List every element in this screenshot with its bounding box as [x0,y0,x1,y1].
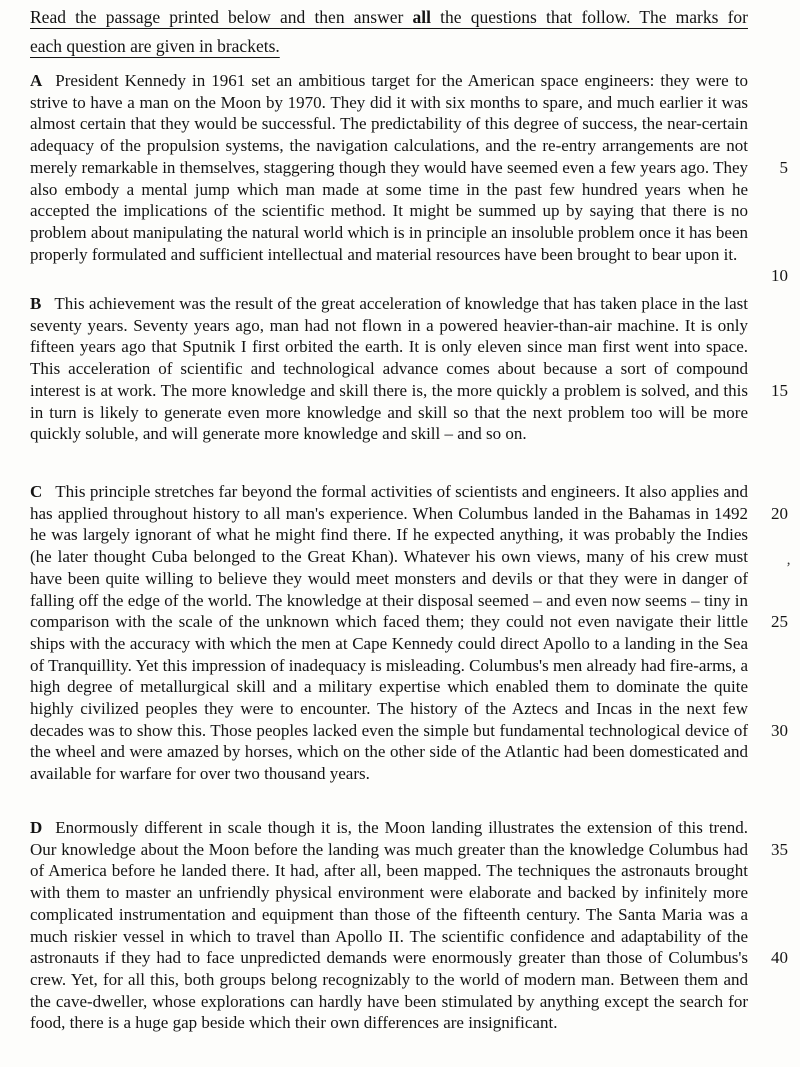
instructions-line2: each question are given in brackets. [30,36,280,56]
margin-line-number-30: 30 [771,721,788,740]
margin-line-number-35: 35 [771,840,788,859]
instructions-bold-word: all [412,7,431,27]
paragraph-label-a: A [30,71,43,90]
passage-paragraph-d [30,817,748,1034]
passage-paragraph-c [30,481,748,785]
instructions-line1-after: the questions that follow. The marks for [431,7,748,27]
instructions-header [30,3,748,61]
margin-line-number-20: 20 [771,504,788,523]
passage-paragraph-a [30,70,748,265]
instructions-line1-before: Read the passage printed below and then answer [30,7,413,27]
paragraph-text-c: This principle stretches far beyond the formal activities of scientists and engineers. It also applies and has applied throughout history to all man's experience. When Columbus landed in the Bahamas in 1492 he was largely ignorant of what he might find there. If he expected anything, it was probably the Indies (he later thought Cuba belonged to the Great Khan). Whatever his own views, many of his crew must have been quite willing to believe they would meet monsters and devils or that they were in danger of falling off the edge of the world. The knowledge at their disposal seemed – and even now seems – tiny in comparison with the scale of the unknown which faced them; they could not even navigate their little ships with the accuracy with which the men at Cape Kennedy could direct Apollo to a landing in the Sea of Tranquillity. Yet this impression of inadequacy is misleading. Columbus's men already had fire-arms, a high degree of metallurgical skill and a military expertise which enabled them to dominate the quite highly civilized peoples they were to encounter. The history of the Aztecs and Incas in the next few decades was to show this. Those peoples lacked even the simple but fundamental technological device of the wheel and were amazed by horses, which on the other side of the Atlantic had been domesticated and available for warfare for over two thousand years. [30,482,748,784]
margin-line-number-40: 40 [771,948,788,967]
paragraph-text-b: This achievement was the result of the great acceleration of knowledge that has taken place in the last seventy years. Seventy years ago, man had not flown in a powered heavier-than-air machine. It is only fifteen years ago that Sputnik I first orbited the earth. It is only eleven since man first went into space. This acceleration of scientific and technological advance comes about because a sort of compound interest is at work. The more knowledge and skill there is, the more quickly a problem is solved, and this in turn is likely to generate even more knowledge and skill so that the next problem too will be more quickly soluble, and will generate more knowledge and skill – and so on. [30,294,748,444]
paragraph-label-c: C [30,482,43,501]
paragraph-text-d: Enormously different in scale though it is, the Moon landing illustrates the extension of this trend. Our knowledge about the Moon before the landing was much greater than the knowledge Columbus had of America before he landed there. It had, after all, been mapped. The techniques the astronauts brought with them to master an unfriendly physical environment were elaborate and backed by infinitely more complicated instrumentation and equipment than those of the fifteenth century. The Santa Maria was a much riskier vessel in which to travel than Apollo II. The scientific confidence and adaptability of the astronauts if they had to face unpredicted demands were enormously greater than those of Columbus's crew. Yet, for all this, both groups belong recognizably to the world of modern man. Between them and the cave-dweller, whose explorations can hardly have been stimulated by anything except the search for food, there is a huge gap beside which their own differences are insignificant. [30,818,748,1033]
margin-line-number-10: 10 [771,266,788,285]
paragraph-text-a: President Kennedy in 1961 set an ambitious target for the American space engineers: they were to strive to have a man on the Moon by 1970. They did it with six months to spare, and much earlier it was almost certain that they would be successful. The predictability of this degree of success, the near-certain adequacy of the propulsion systems, the navigation calculations, and the re-entry arrangements are not merely remarkable in themselves, staggering though they would have seemed even a few years ago. They also embody a mental jump which man made at some time in the past few hundred years when he accepted the implications of the scientific method. It might be summed up by saying that there is no problem about manipulating the natural world which is in principle an insoluble problem once it has been properly formulated and sufficient intellectual and material resources have been brought to bear upon it. [30,71,748,264]
margin-line-number-5: 5 [779,158,788,177]
paragraph-label-d: D [30,818,43,837]
margin-line-number-25: 25 [771,612,788,631]
paragraph-label-b: B [30,294,42,313]
scan-artifact-mark: ’ [786,560,791,576]
instructions-line1 [30,3,748,32]
passage-paragraph-b [30,293,748,445]
margin-line-number-15: 15 [771,381,788,400]
